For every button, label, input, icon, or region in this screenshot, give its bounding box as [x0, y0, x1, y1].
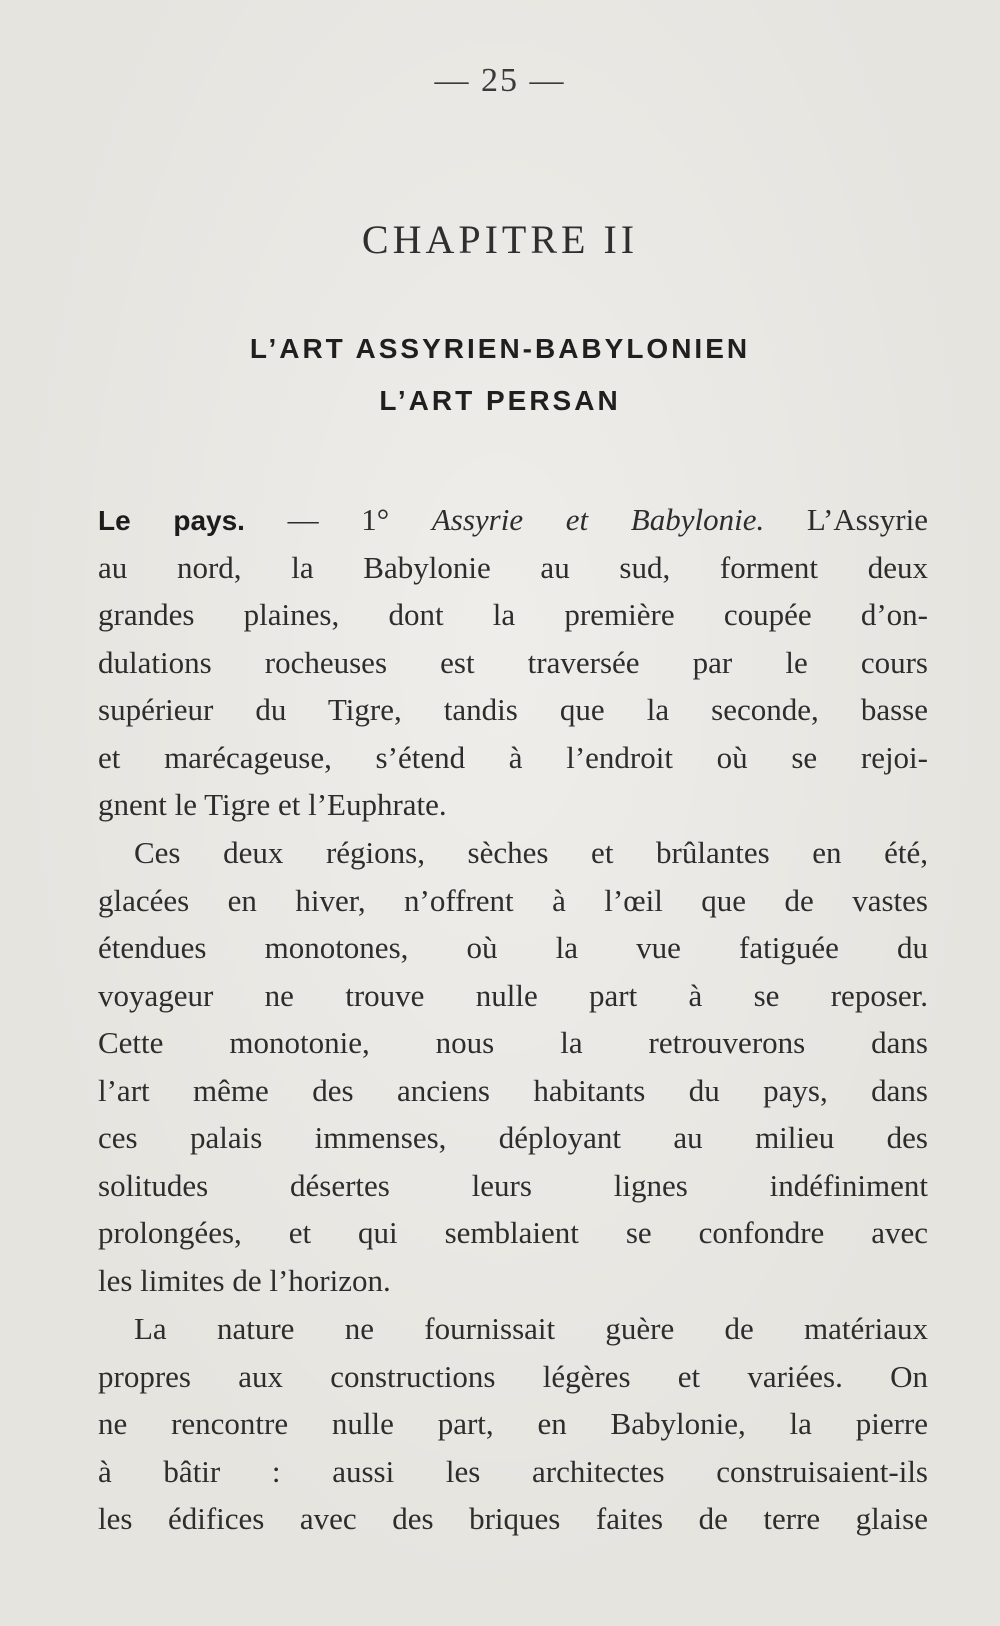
- text-line: Cette monotonie, nous la retrouverons dans: [98, 1025, 928, 1060]
- text-line: grandes plaines, dont la première coupée d’on-: [98, 597, 928, 632]
- first-line-rest: L’Assyrie: [764, 502, 928, 537]
- text-line: voyageur ne trouve nulle part à se reposer.: [98, 977, 928, 1013]
- text-line: Ces deux régions, sèches et brûlantes en été,: [134, 835, 928, 870]
- text-line: les limites de l’horizon.: [98, 1262, 391, 1298]
- section-number: 1°: [361, 502, 432, 537]
- chapter-title: CHAPITRE II: [361, 217, 639, 262]
- text-line: l’art même des anciens habitants du pays, dans: [98, 1072, 928, 1108]
- paragraph-2: [98, 829, 928, 1304]
- text-line: au nord, la Babylonie au sud, forment deux: [98, 549, 928, 585]
- text-line: gnent le Tigre et l’Euphrate.: [98, 787, 447, 822]
- text-line: prolongées, et qui semblaient se confondre avec: [98, 1215, 928, 1250]
- text-line: et marécageuse, s’étend à l’endroit où se rejoi-: [98, 739, 928, 775]
- chapter-subtitle-1: L’ART ASSYRIEN-BABYLONIEN: [249, 333, 751, 364]
- text-line: solitudes désertes leurs lignes indéfiniment: [98, 1167, 928, 1203]
- text-line: supérieur du Tigre, tandis que la seconde, basse: [98, 692, 928, 727]
- text-line: ces palais immenses, déployant au milieu des: [98, 1120, 928, 1155]
- italic-heading: Assyrie et Babylonie.: [431, 502, 765, 537]
- text-line: à bâtir : aussi les architectes construisaient-ils: [98, 1453, 928, 1489]
- text-line: glacées en hiver, n’offrent à l’œil que de vastes: [98, 882, 928, 918]
- text-line: ne rencontre nulle part, en Babylonie, la pierre: [98, 1406, 928, 1441]
- paragraph-3: [98, 1305, 928, 1543]
- chapter-subtitle-2: L’ART PERSAN: [379, 385, 621, 416]
- section-lead: Le pays.: [98, 505, 245, 536]
- text-line: dulations rocheuses est traversée par le cours: [98, 644, 928, 680]
- text-line: étendues monotones, où la vue fatiguée du: [98, 930, 928, 965]
- paragraph-1: [98, 496, 928, 829]
- page-number: — 25 —: [434, 62, 566, 99]
- text-line: les édifices avec des briques faites de terre glaise: [98, 1501, 928, 1536]
- text-line: La nature ne fournissait guère de matériaux: [134, 1311, 928, 1346]
- paragraph-1-line-1: [98, 496, 928, 544]
- em-dash: —: [244, 502, 362, 537]
- text-line: propres aux constructions légères et variées. On: [98, 1358, 928, 1394]
